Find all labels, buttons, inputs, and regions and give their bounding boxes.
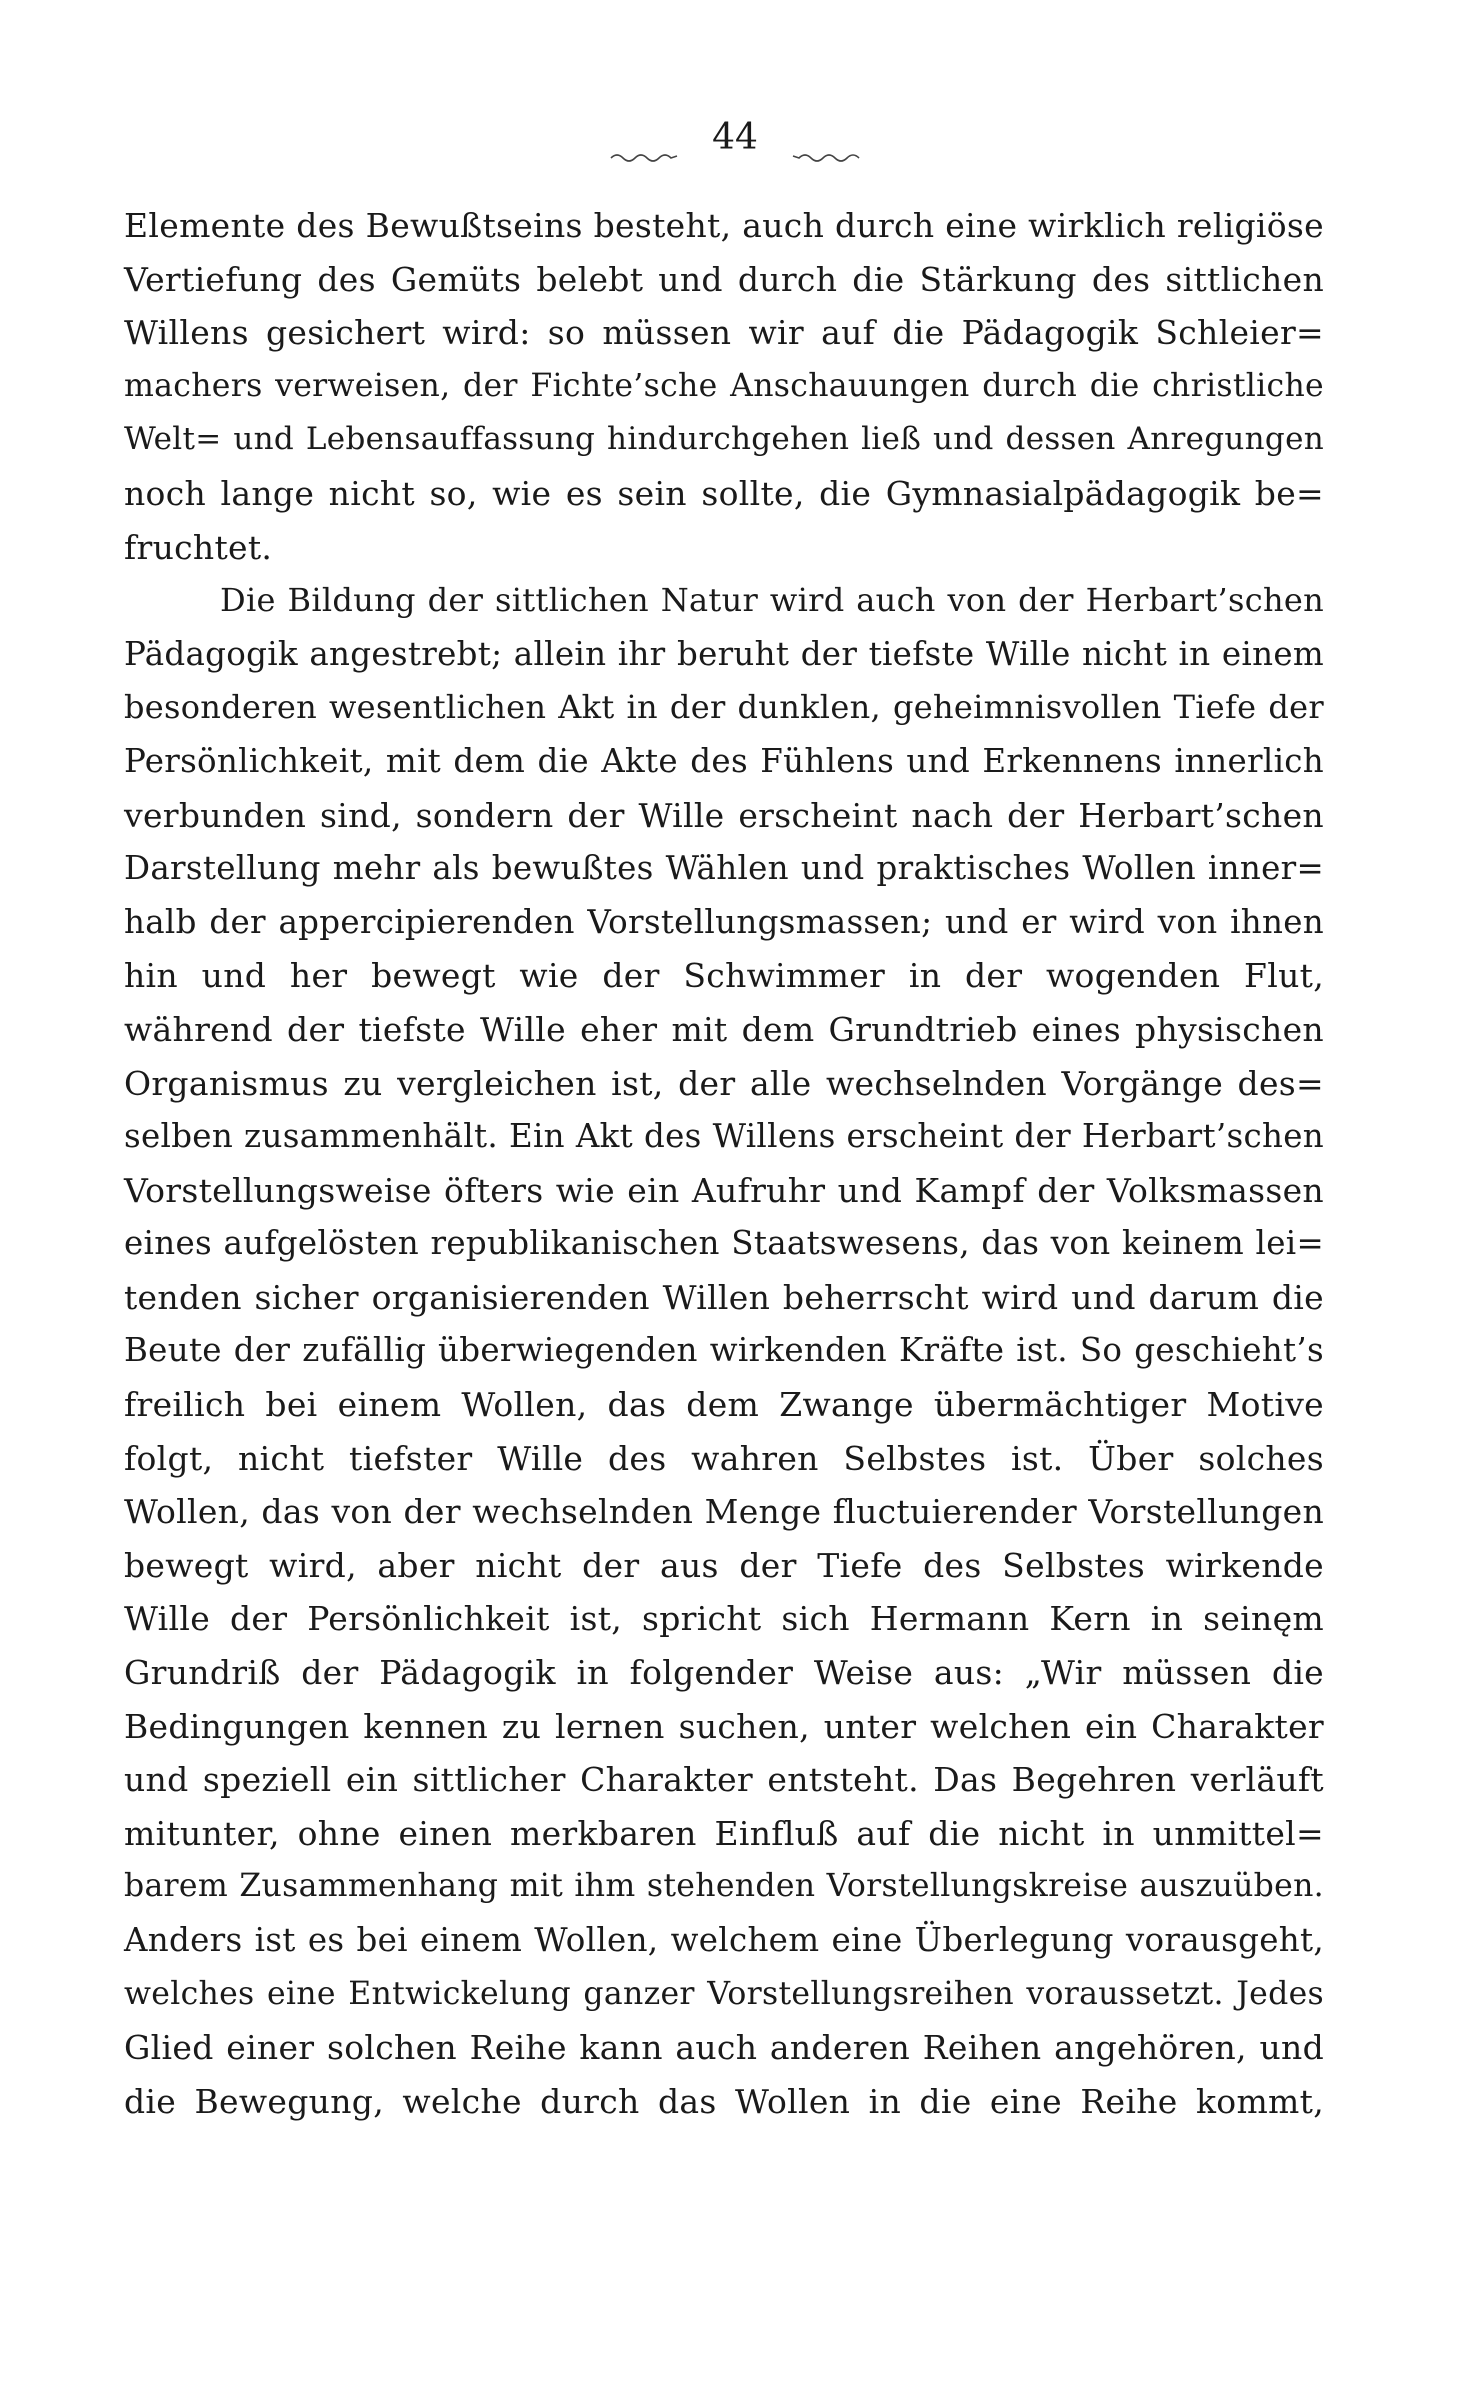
text-line: machers verweisen, der Fichte’sche Anschauungen durch die christliche	[124, 367, 1324, 404]
text-line: selben zusammenhält. Ein Akt des Willens erscheint der Herbart’schen	[124, 1117, 1324, 1156]
text-line: Grundriß der Pädagogik in folgender Weise aus: „Wir müssen die	[124, 1653, 1324, 1693]
page-number: 44	[712, 117, 758, 158]
text-line: hin und her bewegt wie der Schwimmer in der wogenden Flut,	[124, 956, 1324, 996]
text-line: Wille der Persönlichkeit ist, spricht sich Hermann Kern in seinęm	[124, 1599, 1324, 1639]
right-ornament-icon	[791, 133, 861, 147]
text-line: freilich bei einem Wollen, das dem Zwange übermächtiger Motive	[124, 1385, 1324, 1425]
text-line: Glied einer solchen Reihe kann auch anderen Reihen angehören, und	[124, 2028, 1324, 2068]
text-line: Die Bildung der sittlichen Natur wird auch von der Herbart’schen	[220, 581, 1324, 620]
text-line: folgt, nicht tiefster Wille des wahren Selbstes ist. Über solches	[124, 1438, 1324, 1478]
left-ornament-icon	[609, 133, 679, 147]
text-line: barem Zusammenhang mit ihm stehenden Vorstellungskreise auszuüben.	[124, 1868, 1324, 1905]
text-line: Vertiefung des Gemüts belebt und durch die Stärkung des sittlichen	[124, 259, 1324, 299]
text-line: Vorstellungsweise öfters wie ein Aufruhr und Kampf der Volksmassen	[124, 1170, 1324, 1210]
text-line: Darstellung mehr als bewußtes Wählen und praktisches Wollen inner=	[124, 849, 1324, 888]
text-line: eines aufgelösten republikanischen Staatswesens, das von keinem lei=	[124, 1224, 1324, 1263]
text-line: besonderen wesentlichen Akt in der dunklen, geheimnisvollen Tiefe der	[124, 688, 1324, 727]
text-line: und speziell ein sittlicher Charakter entsteht. Das Begehren verläuft	[124, 1760, 1324, 1800]
text-line: bewegt wird, aber nicht der aus der Tiefe des Selbstes wirkende	[124, 1545, 1324, 1585]
text-line: Wollen, das von der wechselnden Menge fluctuierender Vorstellungen	[124, 1492, 1324, 1532]
running-head	[0, 118, 1470, 158]
text-line: welches eine Entwickelung ganzer Vorstellungsreihen voraussetzt. Jedes	[124, 1975, 1324, 2012]
text-line: fruchtet.	[124, 527, 273, 567]
text-line: tenden sicher organisierenden Willen beherrscht wird und darum die	[124, 1277, 1324, 1317]
text-line: noch lange nicht so, wie es sein sollte, die Gymnasialpädagogik be=	[124, 473, 1324, 513]
text-line: Pädagogik angestrebt; allein ihr beruht der tiefste Wille nicht in einem	[124, 634, 1324, 673]
text-line: die Bewegung, welche durch das Wollen in die eine Reihe kommt,	[124, 2081, 1324, 2121]
text-line: Welt= und Lebensauffassung hindurchgehen ließ und dessen Anregungen	[124, 421, 1324, 458]
text-line: Elemente des Bewußtseins besteht, auch durch eine wirklich religiöse	[124, 206, 1324, 245]
text-line: Persönlichkeit, mit dem die Akte des Fühlens und Erkennens innerlich	[124, 741, 1324, 780]
text-line: Bedingungen kennen zu lernen suchen, unter welchen ein Charakter	[124, 1706, 1324, 1746]
text-line: halb der appercipierenden Vorstellungsmassen; und er wird von ihnen	[124, 902, 1324, 941]
body-text	[124, 199, 1324, 2128]
text-line: mitunter, ohne einen merkbaren Einfluß auf die nicht in unmittel=	[124, 1813, 1324, 1853]
text-line: Beute der zufällig überwiegenden wirkenden Kräfte ist. So geschieht’s	[124, 1331, 1324, 1370]
text-line: während der tiefste Wille eher mit dem Grundtrieb eines physischen	[124, 1009, 1324, 1049]
text-line: Organismus zu vergleichen ist, der alle wechselnden Vorgänge des=	[124, 1063, 1324, 1103]
text-line: Willens gesichert wird: so müssen wir auf die Pädagogik Schleier=	[124, 313, 1324, 353]
text-line: verbunden sind, sondern der Wille erscheint nach der Herbart’schen	[124, 795, 1324, 835]
text-line: Anders ist es bei einem Wollen, welchem eine Überlegung vorausgeht,	[124, 1921, 1324, 1959]
